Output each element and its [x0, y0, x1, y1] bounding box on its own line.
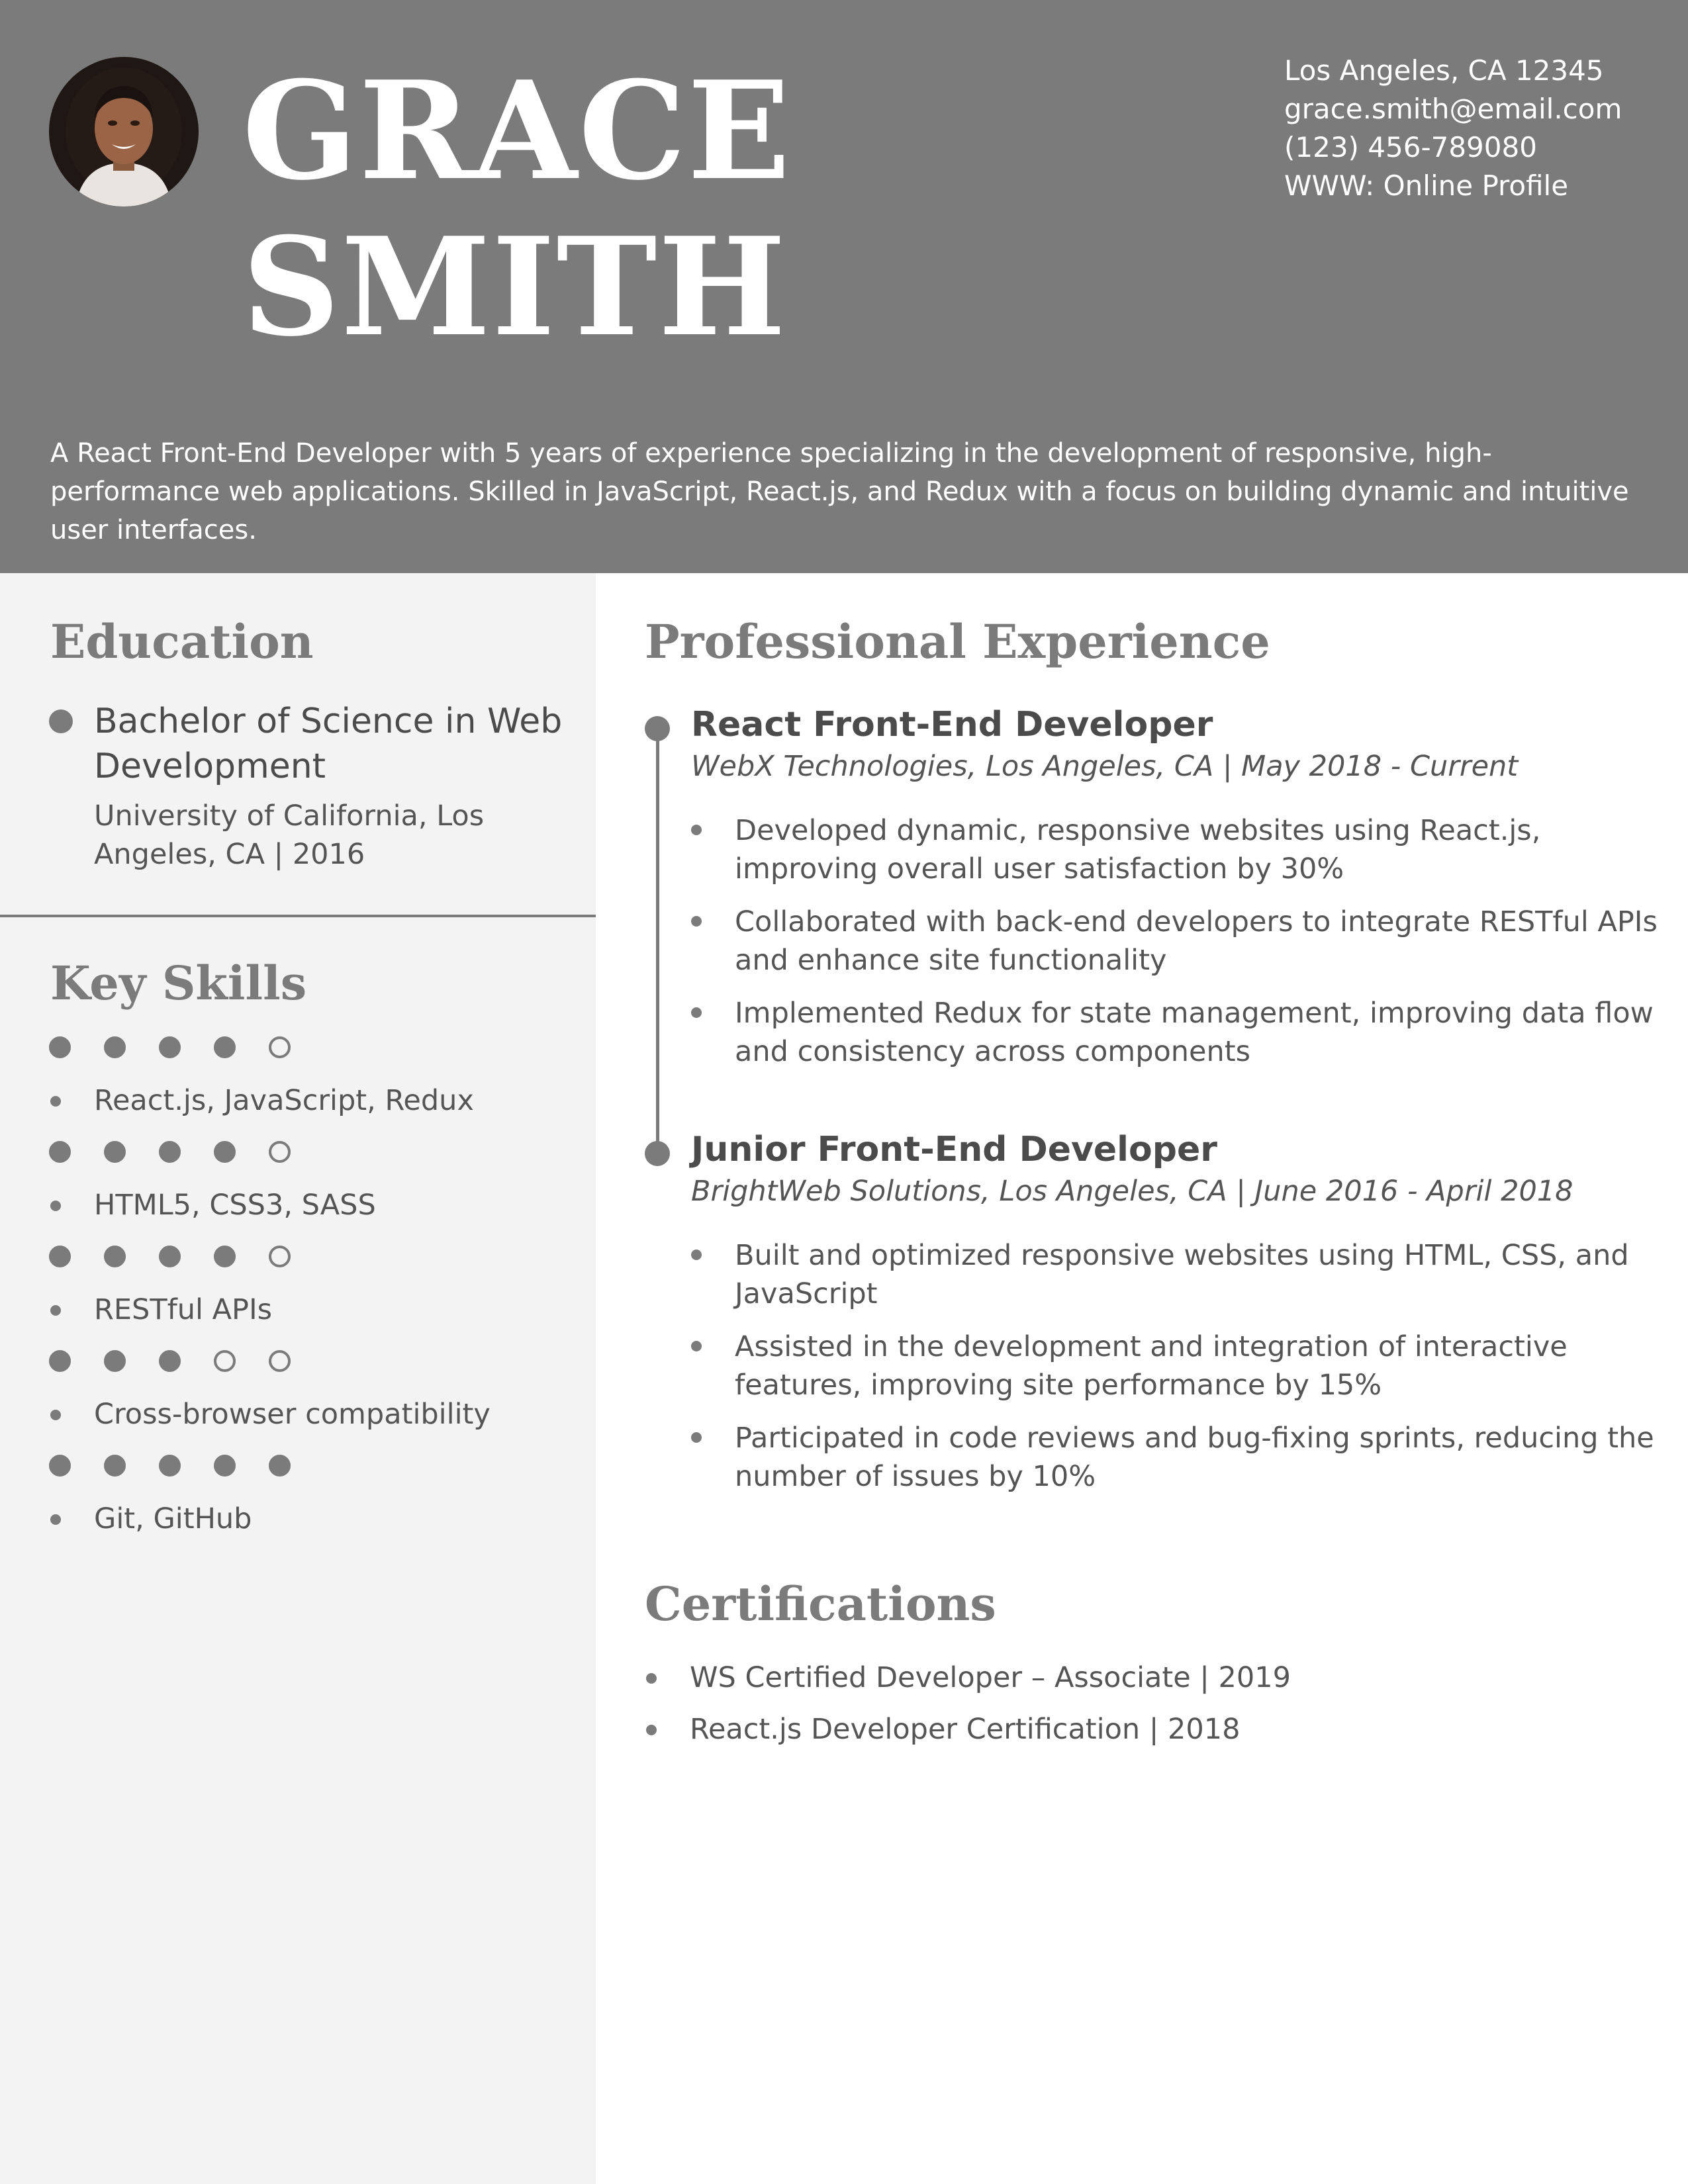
- education-title: Education: [50, 614, 314, 669]
- skill-label-row: [49, 1081, 579, 1120]
- job-bullet: [691, 1328, 1671, 1404]
- job-bullets: [691, 811, 1677, 1071]
- main-content: [596, 573, 1688, 2184]
- job-bullet: [691, 1236, 1671, 1313]
- rating-dot-filled: [269, 1455, 291, 1477]
- rating-dot-filled: [49, 1036, 71, 1058]
- job-title: React Front-End Developer: [691, 705, 1213, 745]
- contact-location: Los Angeles, CA 12345: [1284, 54, 1604, 87]
- rating-dot-empty: [269, 1141, 291, 1163]
- skill-rating: [49, 1350, 579, 1377]
- skill-rating: [49, 1036, 579, 1063]
- contact-info: [1284, 52, 1622, 205]
- skill-item: [49, 1350, 579, 1433]
- skill-item: [49, 1141, 579, 1224]
- bullet-icon: [50, 1305, 61, 1316]
- skill-label-row: [49, 1186, 579, 1224]
- bullet-icon: [691, 1250, 702, 1260]
- contact-phone: (123) 456-789080: [1284, 131, 1537, 163]
- rating-dot-filled: [104, 1036, 126, 1058]
- job-meta: BrightWeb Solutions, Los Angeles, CA | June 2016 - April 2018: [691, 1175, 1573, 1208]
- resume-header: [0, 0, 1688, 573]
- skill-label: Git, GitHub: [94, 1502, 252, 1535]
- rating-dot-filled: [49, 1246, 71, 1267]
- rating-dot-filled: [49, 1455, 71, 1477]
- bullet-icon: [50, 1096, 61, 1107]
- profile-photo-icon: [49, 57, 199, 206]
- rating-dot-filled: [104, 1350, 126, 1372]
- certifications-title: Certifications: [645, 1576, 996, 1631]
- skill-item: [49, 1246, 579, 1329]
- certification-item: [645, 1710, 1291, 1749]
- rating-dot-filled: [159, 1455, 181, 1477]
- skill-label: HTML5, CSS3, SASS: [94, 1189, 376, 1222]
- job-bullet-text: Implemented Redux for state management, improving data flow and consistency across components: [735, 997, 1654, 1068]
- contact-website[interactable]: WWW: Online Profile: [1284, 169, 1569, 202]
- skill-label: Cross-browser compatibility: [94, 1398, 491, 1431]
- rating-dot-empty: [269, 1246, 291, 1267]
- rating-dot-filled: [159, 1246, 181, 1267]
- rating-dot-filled: [49, 1141, 71, 1163]
- contact-email[interactable]: grace.smith@email.com: [1284, 93, 1622, 125]
- education-school: University of California, Los Angeles, CA | 2016: [94, 799, 485, 871]
- rating-dot-empty: [214, 1350, 236, 1372]
- education-degree: Bachelor of Science in Web Development: [94, 702, 563, 786]
- job-entry: [645, 1128, 1677, 1510]
- certification-item: [645, 1659, 1291, 1697]
- candidate-name: [242, 53, 792, 365]
- job-bullet-text: Collaborated with back-end developers to integrate RESTful APIs and enhance site functionality: [735, 905, 1658, 977]
- bullet-icon: [691, 916, 702, 927]
- sidebar: [0, 573, 596, 2184]
- certification-text: React.js Developer Certification | 2018: [690, 1713, 1241, 1746]
- bullet-icon: [691, 825, 702, 835]
- skill-rating: [49, 1455, 579, 1481]
- job-bullet: [691, 1419, 1671, 1496]
- job-bullet-text: Developed dynamic, responsive websites using React.js, improving overall user satisfaction by 30%: [735, 814, 1541, 886]
- experience-title: Professional Experience: [645, 614, 1270, 669]
- skills-title: Key Skills: [50, 956, 307, 1011]
- last-name: SMITH: [242, 208, 788, 367]
- rating-dot-filled: [214, 1141, 236, 1163]
- skill-label-row: [49, 1291, 579, 1329]
- profile-photo: [49, 57, 199, 206]
- job-bullet-text: Assisted in the development and integration of interactive features, improving site performance by 15%: [735, 1330, 1568, 1402]
- rating-dot-filled: [159, 1036, 181, 1058]
- rating-dot-filled: [214, 1036, 236, 1058]
- skill-label: RESTful APIs: [94, 1293, 273, 1326]
- job-entry: [645, 703, 1677, 1085]
- rating-dot-empty: [269, 1036, 291, 1058]
- skill-label-row: [49, 1395, 579, 1433]
- rating-dot-filled: [104, 1246, 126, 1267]
- job-bullet: [691, 903, 1671, 979]
- rating-dot-filled: [214, 1455, 236, 1477]
- job-bullet-text: Participated in code reviews and bug-fixing sprints, reducing the number of issues by 10%: [735, 1422, 1654, 1493]
- skill-rating: [49, 1246, 579, 1272]
- rating-dot-empty: [269, 1350, 291, 1372]
- bullet-icon: [691, 1341, 702, 1351]
- bullet-icon: [50, 1201, 61, 1211]
- timeline-dot: [645, 716, 670, 741]
- first-name: GRACE: [242, 52, 792, 210]
- education-bullet: [49, 709, 73, 733]
- job-bullets: [691, 1236, 1677, 1496]
- profile-summary: A React Front-End Developer with 5 years of experience specializing in the development of responsive, high-performance web applications. Skilled in JavaScript, React.js, and Redux with a focus on building dynamic and intuitive user interfaces.: [50, 438, 1629, 545]
- bullet-icon: [50, 1410, 61, 1420]
- job-bullet-text: Built and optimized responsive websites using HTML, CSS, and JavaScript: [735, 1239, 1629, 1310]
- rating-dot-filled: [159, 1141, 181, 1163]
- section-divider: [0, 915, 596, 917]
- bullet-icon: [50, 1514, 61, 1525]
- job-meta: WebX Technologies, Los Angeles, CA | May 2018 - Current: [691, 750, 1519, 783]
- rating-dot-filled: [104, 1141, 126, 1163]
- skill-item: [49, 1036, 579, 1120]
- bullet-icon: [691, 1432, 702, 1443]
- rating-dot-filled: [49, 1350, 71, 1372]
- skill-label: React.js, JavaScript, Redux: [94, 1084, 474, 1117]
- bullet-icon: [646, 1725, 657, 1735]
- rating-dot-filled: [159, 1350, 181, 1372]
- bullet-icon: [646, 1673, 657, 1684]
- skill-rating: [49, 1141, 579, 1167]
- timeline-dot: [645, 1141, 670, 1166]
- job-bullet: [691, 811, 1671, 888]
- certification-text: WS Certified Developer – Associate | 2019: [690, 1661, 1291, 1694]
- rating-dot-filled: [214, 1246, 236, 1267]
- job-title: Junior Front-End Developer: [691, 1130, 1217, 1169]
- skill-label-row: [49, 1500, 579, 1538]
- rating-dot-filled: [104, 1455, 126, 1477]
- bullet-icon: [691, 1007, 702, 1018]
- certifications-list: [645, 1659, 1291, 1762]
- job-bullet: [691, 994, 1671, 1071]
- skill-item: [49, 1455, 579, 1538]
